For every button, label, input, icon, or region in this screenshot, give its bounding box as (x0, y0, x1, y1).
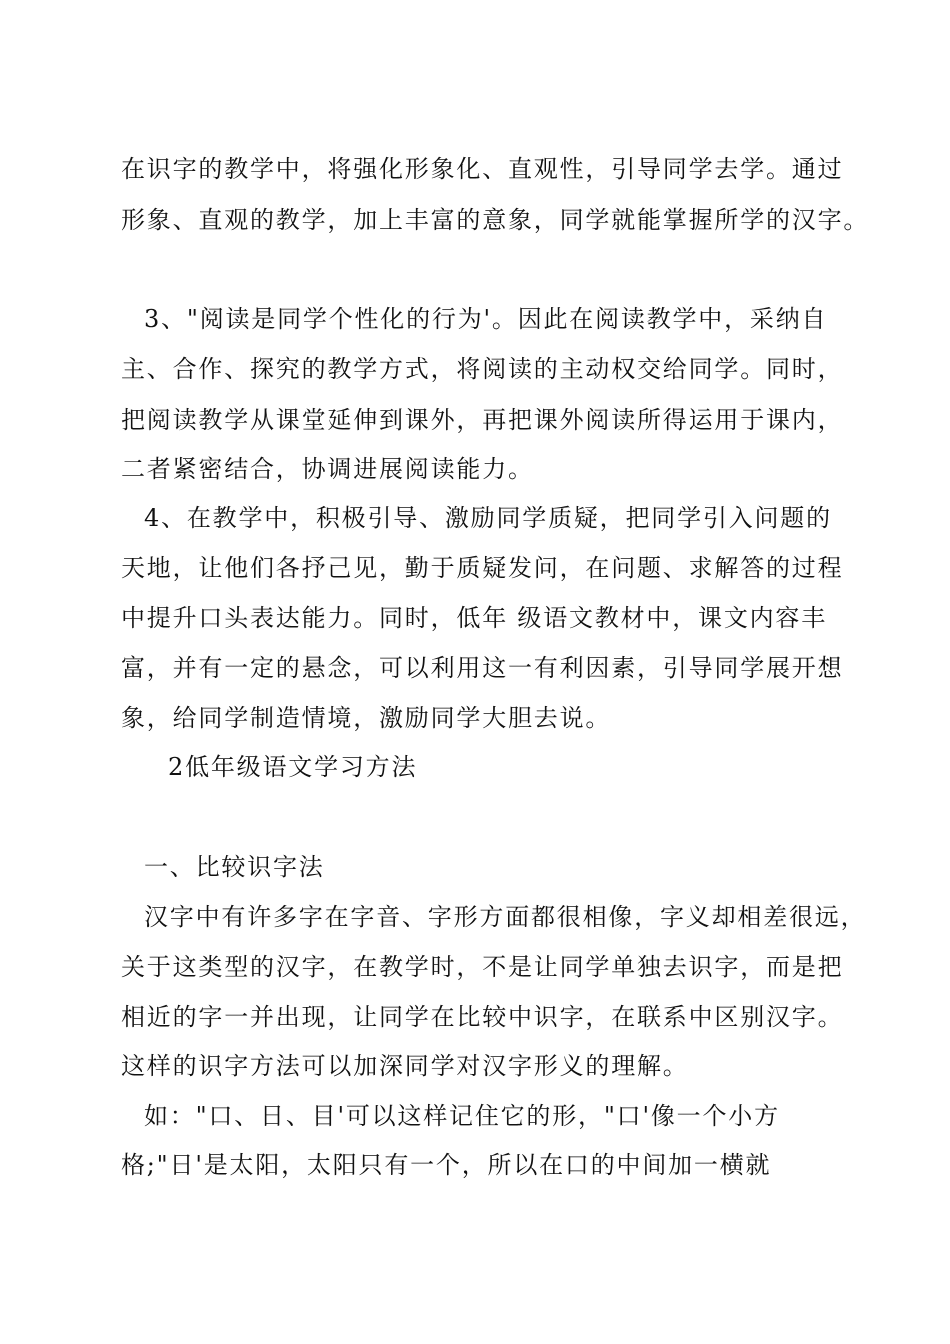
text-line: 相近的字一并出现，让同学在比较中识字，在联系中区别汉字。 (121, 1003, 844, 1031)
text-line: 主、合作、探究的教学方式，将阅读的主动权交给同学。同时， (121, 355, 844, 383)
text-line: 汉字中有许多字在字音、字形方面都很相像，字义却相差很远， (144, 903, 867, 931)
text-line: 格;"日'是太阳，太阳只有一个，所以在口的中间加一横就 (121, 1151, 772, 1179)
section-heading: 2低年级语文学习方法 (168, 753, 418, 781)
text-line: 富，并有一定的悬念，可以利用这一有利因素，引导同学展开想 (121, 654, 844, 682)
text-line: 关于这类型的汉字，在教学时，不是让同学单独去识字，而是把 (121, 953, 844, 981)
text-line: 在识字的教学中，将强化形象化、直观性，引导同学去学。通过 (121, 155, 844, 183)
text-line: 把阅读教学从课堂延伸到课外，再把课外阅读所得运用于课内， (121, 406, 844, 434)
text-line: 3、"阅读是同学个性化的行为'。因此在阅读教学中，采纳自 (144, 305, 828, 333)
text-line: 如："口、日、目'可以这样记住它的形，"口'像一个小方 (144, 1102, 780, 1130)
section-heading: 一、比较识字法 (144, 853, 325, 881)
text-line: 4、在教学中，积极引导、激励同学质疑，把同学引入问题的 (144, 504, 832, 532)
text-line: 形象、直观的教学，加上丰富的意象，同学就能掌握所学的汉字。 (121, 206, 870, 234)
text-line: 这样的识字方法可以加深同学对汉字形义的理解。 (121, 1052, 689, 1080)
text-line: 二者紧密结合，协调进展阅读能力。 (121, 455, 534, 483)
text-line: 象，给同学制造情境，激励同学大胆去说。 (121, 704, 612, 732)
text-line: 天地，让他们各抒己见，勤于质疑发问，在问题、求解答的过程 (121, 554, 844, 582)
text-line: 中提升口头表达能力。同时，低年 级语文教材中，课文内容丰 (121, 604, 828, 632)
